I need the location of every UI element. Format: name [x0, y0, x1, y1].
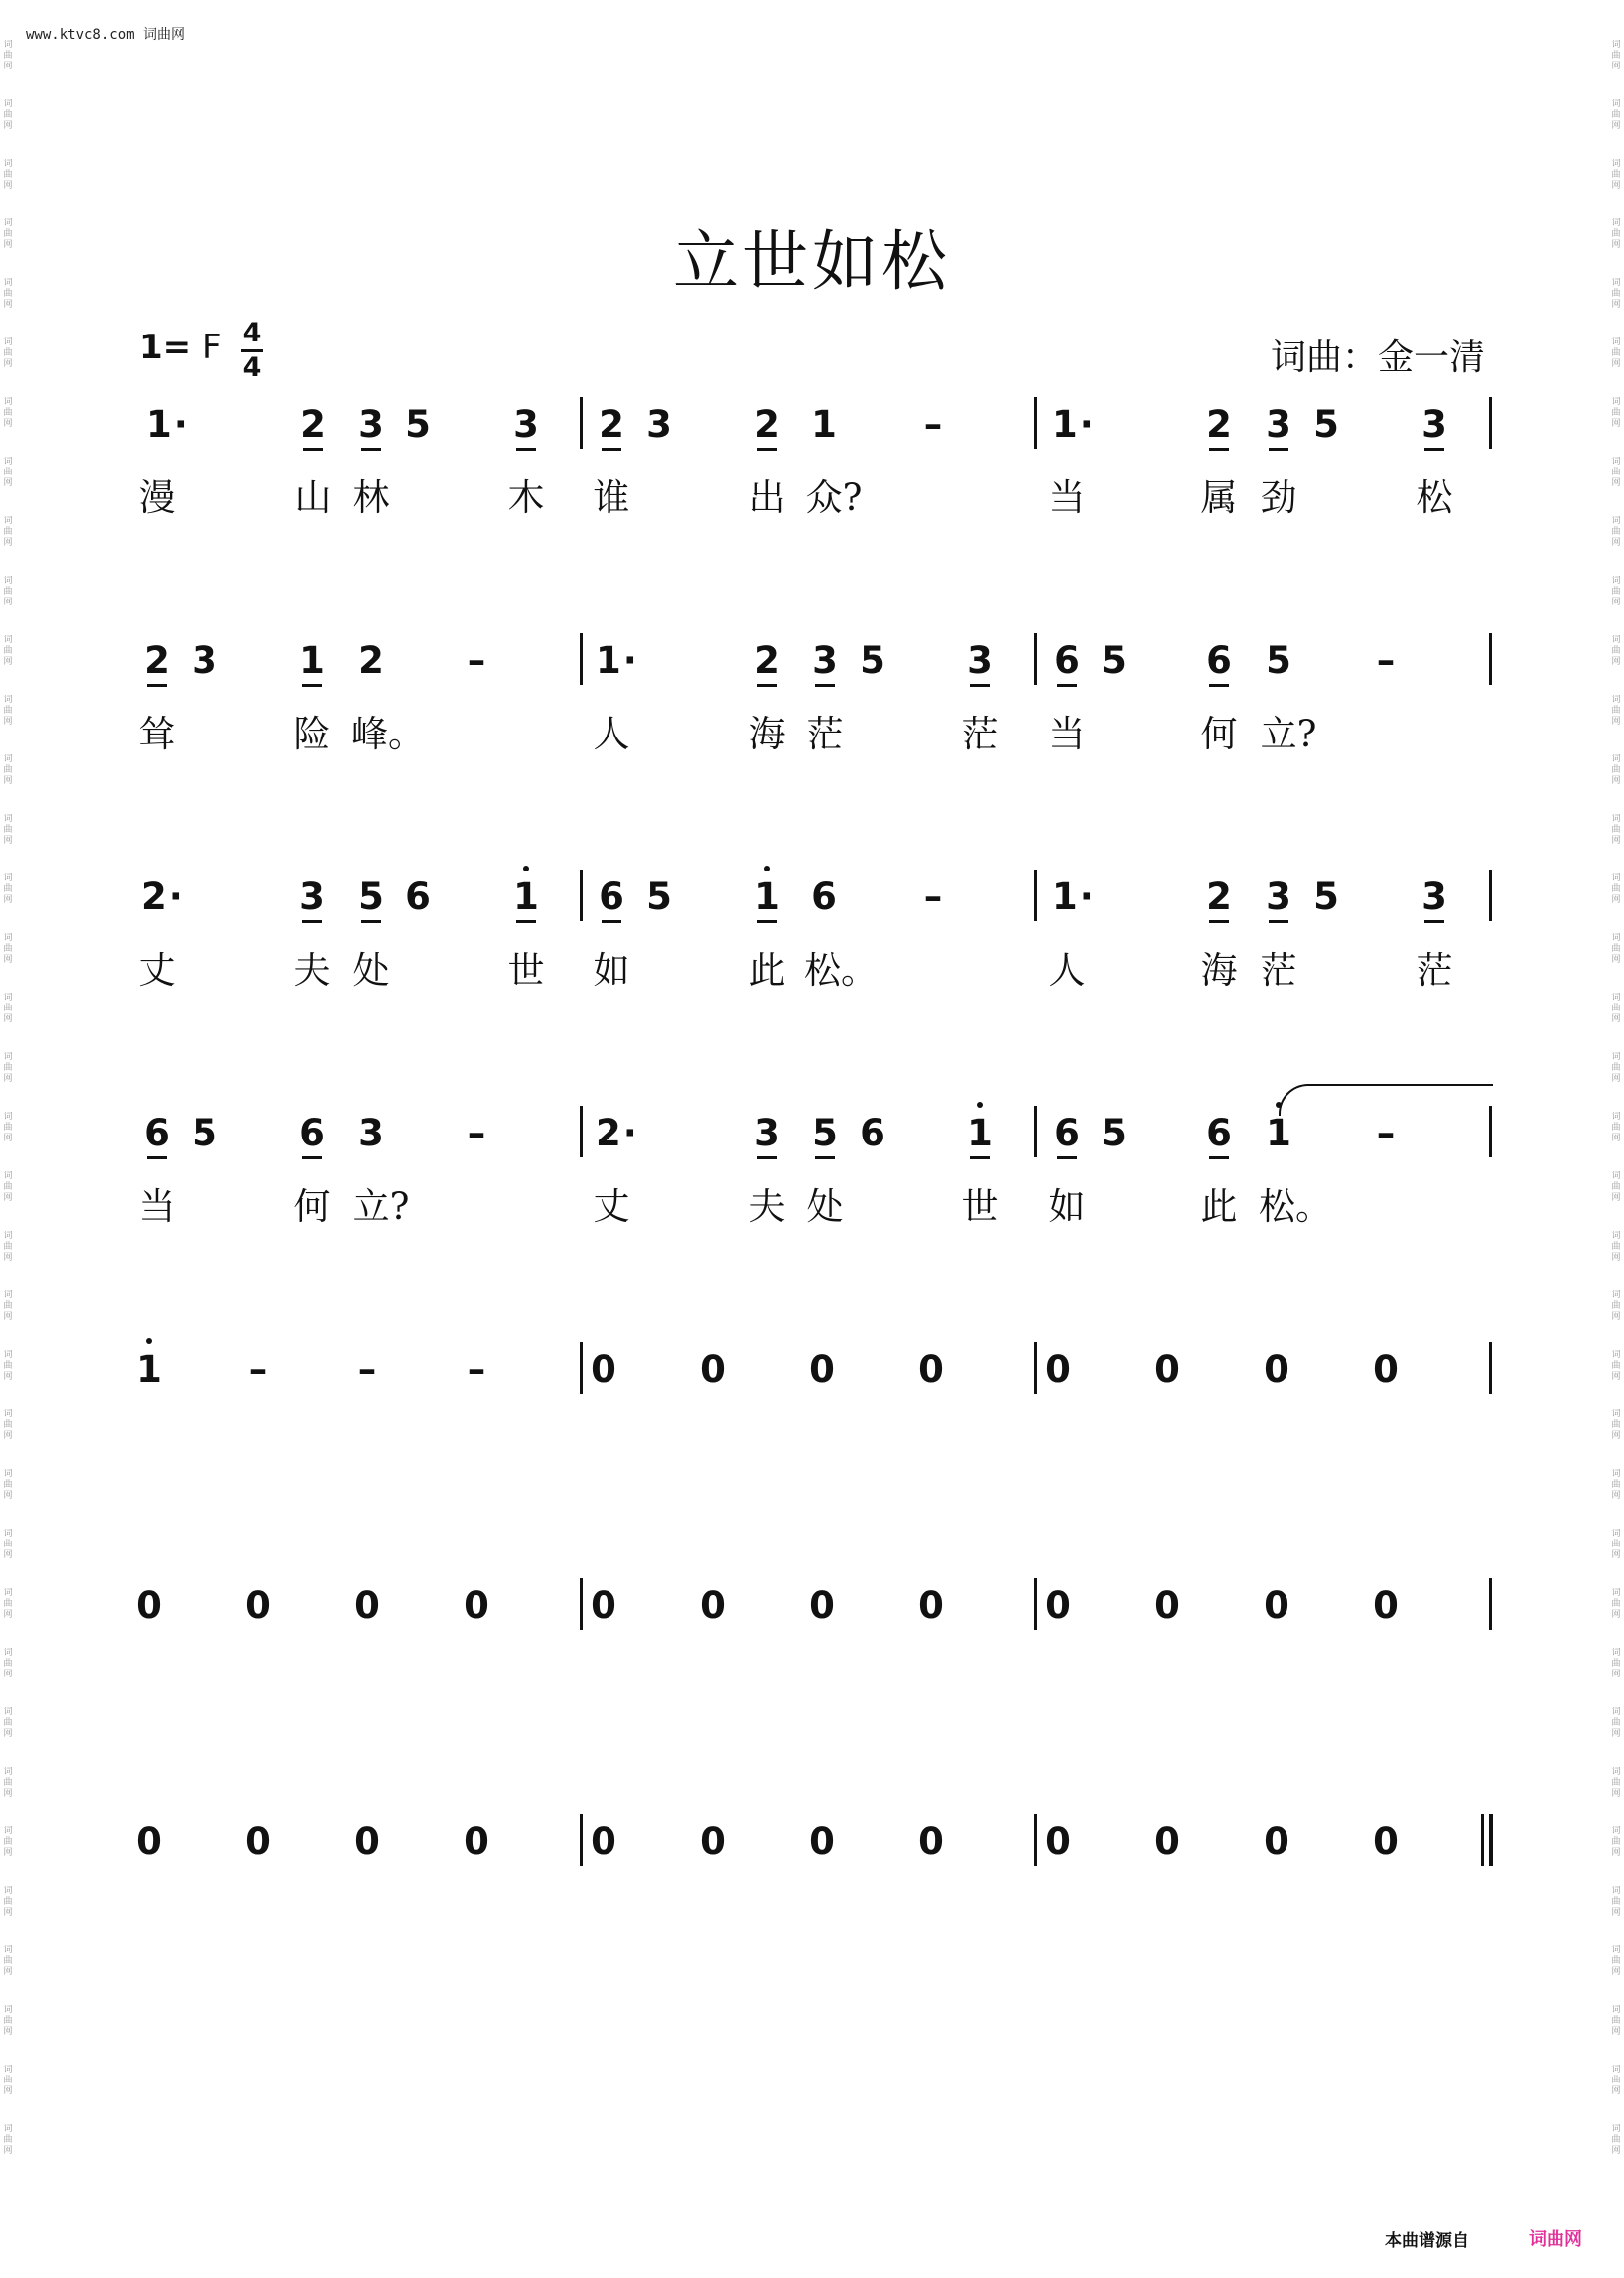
lyric-syllable: 当: [138, 1185, 176, 1228]
lyric-syllable: 出: [748, 476, 786, 519]
note-dash: –: [467, 1112, 486, 1154]
note-dash: –: [467, 639, 486, 682]
watermark-text: 词 曲 网: [3, 1707, 13, 1739]
barline: [1034, 1106, 1037, 1157]
lyric-syllable: 松。: [1259, 1185, 1332, 1228]
note-5: 5: [646, 875, 672, 918]
note-3: 3: [294, 877, 330, 917]
lyric-syllable: 茫: [961, 713, 999, 755]
lyric-syllable: 当: [1048, 713, 1086, 755]
note-rest: 0: [464, 1584, 489, 1627]
note-3: 3: [962, 641, 998, 681]
note-rest: 0: [1154, 1820, 1180, 1863]
lyric-syllable: 茫: [1260, 949, 1297, 992]
watermark-text: 词 曲 网: [3, 933, 13, 965]
note-1: 1: [811, 403, 837, 446]
watermark-text: 词 曲 网: [3, 99, 13, 131]
note-rest: 0: [136, 1584, 162, 1627]
note-2: 2: [1201, 405, 1237, 445]
lyric-syllable: 茫: [806, 713, 844, 755]
lyric-syllable: 立?: [1260, 713, 1317, 755]
watermark-text: 词 曲 网: [1611, 1409, 1621, 1441]
note-6: 6: [1049, 641, 1085, 681]
note-6: 6: [860, 1112, 885, 1154]
note-2: 2·: [141, 875, 183, 918]
watermark-text: 词 曲 网: [3, 1588, 13, 1620]
watermark-text: 词 曲 网: [1611, 99, 1621, 131]
note-3: 3: [807, 641, 843, 681]
note-5: 5: [860, 639, 885, 682]
watermark-text: 词 曲 网: [1611, 695, 1621, 727]
watermark-text: 词 曲 网: [3, 993, 13, 1024]
lyric-syllable: 属: [1200, 476, 1238, 519]
note-3: 3: [1417, 877, 1452, 917]
barline: [1034, 397, 1037, 449]
barline: [580, 1342, 583, 1394]
note-rest: 0: [1373, 1820, 1399, 1863]
note-1: 1·: [1052, 875, 1094, 918]
watermark-text: 词 曲 网: [3, 1767, 13, 1799]
key-name: F: [203, 328, 222, 367]
note-rest: 0: [809, 1348, 835, 1391]
watermark-text: 词 曲 网: [1611, 1767, 1621, 1799]
note-dash: –: [357, 1348, 377, 1391]
watermark-text: 词 曲 网: [1611, 457, 1621, 488]
watermark-text: 词 曲 网: [1611, 1350, 1621, 1382]
watermark-text: 词 曲 网: [3, 1171, 13, 1203]
lyric-syllable: 如: [593, 949, 630, 992]
note-5: 5: [1101, 1112, 1127, 1154]
watermark-text: 词 曲 网: [3, 1290, 13, 1322]
note-1: 1·: [146, 403, 188, 446]
watermark-text: 词 曲 网: [3, 635, 13, 667]
watermark-text: 词 曲 网: [3, 2065, 13, 2096]
note-dash: –: [1376, 1112, 1396, 1154]
barline: [580, 1106, 583, 1157]
note-6: 6: [811, 875, 837, 918]
watermark-text: 词 曲 网: [3, 218, 13, 250]
lyric-syllable: 立?: [352, 1185, 410, 1228]
note-1: 1·: [1052, 403, 1094, 446]
watermark-text: 词 曲 网: [3, 159, 13, 191]
note-rest: 0: [1264, 1584, 1289, 1627]
watermark-text: 词 曲 网: [3, 814, 13, 846]
watermark-text: 词 曲 网: [1611, 2065, 1621, 2096]
lyric-syllable: 劲: [1260, 476, 1297, 519]
note-dash: –: [923, 403, 943, 446]
barline: [1489, 633, 1492, 685]
final-barline: [1489, 1814, 1493, 1866]
watermark-text: 词 曲 网: [3, 337, 13, 369]
key-signature: [139, 328, 222, 367]
watermark-text: 词 曲 网: [3, 1529, 13, 1560]
note-rest: 0: [136, 1820, 162, 1863]
note-2: 2·: [596, 1112, 637, 1154]
note-6: 6: [139, 1114, 175, 1153]
lyric-syllable: 众?: [805, 476, 863, 519]
note-3: 3: [749, 1114, 785, 1153]
octave-dot: [523, 866, 529, 871]
watermark-text: 词 曲 网: [1611, 993, 1621, 1024]
lyric-syllable: 海: [1200, 949, 1238, 992]
lyric-syllable: 世: [961, 1185, 999, 1228]
site-url[interactable]: www.ktvc8.com 词曲网: [26, 27, 186, 43]
barline: [1034, 1578, 1037, 1630]
watermark-text: 词 曲 网: [1611, 933, 1621, 965]
watermark-text: 词 曲 网: [1611, 1588, 1621, 1620]
note-rest: 0: [591, 1584, 616, 1627]
note-2: 2: [139, 641, 175, 681]
note-5: 5: [405, 403, 431, 446]
augmentation-dot: ·: [1079, 875, 1094, 918]
watermark-text: 词 曲 网: [3, 40, 13, 71]
time-signature: [241, 320, 263, 382]
note-rest: 0: [1264, 1820, 1289, 1863]
note-rest: 0: [700, 1820, 726, 1863]
note-3: 3: [1261, 877, 1296, 917]
watermark-text: 词 曲 网: [1611, 1290, 1621, 1322]
note-6: 6: [1049, 1114, 1085, 1153]
note-2: 2: [749, 641, 785, 681]
footer-source-label: 本曲谱源自: [1385, 2231, 1469, 2251]
watermark-text: 词 曲 网: [1611, 1171, 1621, 1203]
note-5: 5: [192, 1112, 217, 1154]
barline: [580, 870, 583, 921]
watermark-text: 词 曲 网: [1611, 159, 1621, 191]
watermark-text: 词 曲 网: [1611, 1886, 1621, 1918]
note-rest: 0: [918, 1584, 944, 1627]
note-6: 6: [594, 877, 629, 917]
watermark-text: 词 曲 网: [1611, 1648, 1621, 1679]
watermark-column-right: [1608, 40, 1624, 2184]
lyric-syllable: 何: [1200, 713, 1238, 755]
watermark-text: 词 曲 网: [1611, 1826, 1621, 1858]
note-1: 1: [294, 641, 330, 681]
barline: [1034, 633, 1037, 685]
lyric-syllable: 此: [1200, 1185, 1238, 1228]
barline: [580, 397, 583, 449]
note-rest: 0: [809, 1584, 835, 1627]
note-5: 5: [1101, 639, 1127, 682]
note-6: 6: [405, 875, 431, 918]
watermark-text: 词 曲 网: [3, 516, 13, 548]
watermark-text: 词 曲 网: [1611, 1707, 1621, 1739]
lyric-syllable: 松: [1416, 476, 1453, 519]
watermark-text: 词 曲 网: [3, 1231, 13, 1263]
watermark-text: 词 曲 网: [3, 1886, 13, 1918]
note-1: 1: [962, 1114, 998, 1153]
note-rest: 0: [1045, 1584, 1071, 1627]
note-6: 6: [294, 1114, 330, 1153]
note-3: 3: [646, 403, 672, 446]
note-1: 1: [131, 1350, 167, 1390]
slur-tie: [1279, 1084, 1493, 1116]
watermark-text: 词 曲 网: [3, 2005, 13, 2037]
watermark-text: 词 曲 网: [1611, 2124, 1621, 2156]
lyric-syllable: 险: [293, 713, 331, 755]
note-1: 1·: [596, 639, 637, 682]
lyric-syllable: 人: [1048, 949, 1086, 992]
note-rest: 0: [809, 1820, 835, 1863]
octave-dot: [146, 1338, 152, 1344]
lyric-syllable: 木: [507, 476, 545, 519]
watermark-text: 词 曲 网: [1611, 635, 1621, 667]
note-3: 3: [508, 405, 544, 445]
barline: [580, 633, 583, 685]
note-2: 2: [749, 405, 785, 445]
watermark-text: 词 曲 网: [1611, 814, 1621, 846]
lyric-syllable: 茫: [1416, 949, 1453, 992]
note-dash: –: [923, 875, 943, 918]
barline: [1034, 1342, 1037, 1394]
augmentation-dot: ·: [173, 403, 188, 446]
watermark-text: 词 曲 网: [1611, 754, 1621, 786]
note-rest: 0: [354, 1820, 380, 1863]
note-3: 3: [192, 639, 217, 682]
note-2: 2: [594, 405, 629, 445]
watermark-text: 词 曲 网: [3, 1409, 13, 1441]
watermark-text: 词 曲 网: [1611, 1112, 1621, 1143]
lyric-syllable: 夫: [748, 1185, 786, 1228]
note-3: 3: [1261, 405, 1296, 445]
note-dash: –: [1376, 639, 1396, 682]
lyric-syllable: 此: [748, 949, 786, 992]
note-6: 6: [1201, 1114, 1237, 1153]
watermark-text: 词 曲 网: [1611, 397, 1621, 429]
note-rest: 0: [1373, 1348, 1399, 1391]
time-signature-top: 4: [242, 318, 262, 348]
note-rest: 0: [464, 1820, 489, 1863]
note-rest: 0: [1154, 1584, 1180, 1627]
watermark-text: 词 曲 网: [1611, 218, 1621, 250]
octave-dot: [764, 866, 770, 871]
lyric-syllable: 山: [294, 476, 332, 519]
watermark-text: 词 曲 网: [3, 1469, 13, 1501]
note-rest: 0: [591, 1348, 616, 1391]
note-rest: 0: [245, 1584, 271, 1627]
watermark-text: 词 曲 网: [3, 397, 13, 429]
key-prefix: 1: [139, 328, 163, 367]
lyric-syllable: 如: [1048, 1185, 1086, 1228]
watermark-text: 词 曲 网: [3, 457, 13, 488]
watermark-text: 词 曲 网: [3, 1945, 13, 1977]
watermark-text: 词 曲 网: [1611, 576, 1621, 607]
lyric-syllable: 人: [593, 713, 630, 755]
lyric-syllable: 谁: [593, 476, 630, 519]
watermark-text: 词 曲 网: [3, 873, 13, 905]
lyric-syllable: 夫: [293, 949, 331, 992]
barline: [1034, 870, 1037, 921]
note-rest: 0: [1373, 1584, 1399, 1627]
barline: [580, 1578, 583, 1630]
watermark-text: 词 曲 网: [1611, 1529, 1621, 1560]
lyric-syllable: 何: [293, 1185, 331, 1228]
watermark-text: 词 曲 网: [3, 754, 13, 786]
key-equals: =: [162, 328, 203, 367]
note-1: 1: [1261, 1114, 1296, 1153]
note-5: 5: [1313, 875, 1339, 918]
barline: [1489, 397, 1492, 449]
lyric-syllable: 丈: [138, 949, 176, 992]
watermark-text: 词 曲 网: [3, 2124, 13, 2156]
song-title: 立世如松: [673, 223, 951, 300]
note-5: 5: [1313, 403, 1339, 446]
barline: [1489, 870, 1492, 921]
augmentation-dot: ·: [1079, 403, 1094, 446]
watermark-text: 词 曲 网: [3, 1826, 13, 1858]
barline: [580, 1814, 583, 1866]
lyric-syllable: 林: [352, 476, 390, 519]
lyric-syllable: 耸: [138, 713, 176, 755]
lyric-syllable: 当: [1048, 476, 1086, 519]
watermark-text: 词 曲 网: [3, 576, 13, 607]
watermark-text: 词 曲 网: [1611, 1469, 1621, 1501]
note-dash: –: [248, 1348, 268, 1391]
note-rest: 0: [354, 1584, 380, 1627]
note-6: 6: [1201, 641, 1237, 681]
watermark-text: 词 曲 网: [1611, 1231, 1621, 1263]
lyric-syllable: 海: [748, 713, 786, 755]
lyric-syllable: 松。: [804, 949, 878, 992]
note-3: 3: [358, 1112, 384, 1154]
note-5: 5: [1266, 639, 1291, 682]
note-rest: 0: [1154, 1348, 1180, 1391]
watermark-text: 词 曲 网: [1611, 40, 1621, 71]
note-rest: 0: [245, 1820, 271, 1863]
time-signature-bottom: 4: [242, 352, 262, 383]
watermark-text: 词 曲 网: [3, 1112, 13, 1143]
watermark-text: 词 曲 网: [3, 695, 13, 727]
barline: [1489, 1342, 1492, 1394]
watermark-text: 词 曲 网: [1611, 278, 1621, 310]
lyric-syllable: 峰。: [351, 713, 425, 755]
note-1: 1: [508, 877, 544, 917]
watermark-text: 词 曲 网: [3, 1350, 13, 1382]
lyric-syllable: 世: [507, 949, 545, 992]
lyric-syllable: 丈: [593, 1185, 630, 1228]
note-rest: 0: [918, 1348, 944, 1391]
note-rest: 0: [700, 1348, 726, 1391]
note-rest: 0: [700, 1584, 726, 1627]
credits: 词曲：金一清: [1270, 337, 1485, 378]
watermark-text: 词 曲 网: [1611, 873, 1621, 905]
watermark-text: 词 曲 网: [1611, 337, 1621, 369]
augmentation-dot: ·: [168, 875, 183, 918]
note-2: 2: [1201, 877, 1237, 917]
note-rest: 0: [1045, 1348, 1071, 1391]
note-2: 2: [358, 639, 384, 682]
note-2: 2: [295, 405, 331, 445]
watermark-text: 词 曲 网: [1611, 2005, 1621, 2037]
watermark-text: 词 曲 网: [1611, 1945, 1621, 1977]
note-rest: 0: [591, 1820, 616, 1863]
footer-logo[interactable]: 词曲网: [1529, 2229, 1582, 2250]
watermark-text: 词 曲 网: [3, 278, 13, 310]
note-rest: 0: [918, 1820, 944, 1863]
lyric-syllable: 漫: [138, 476, 176, 519]
note-5: 5: [353, 877, 389, 917]
note-dash: –: [467, 1348, 486, 1391]
barline: [1489, 1578, 1492, 1630]
octave-dot: [977, 1102, 983, 1108]
note-rest: 0: [1264, 1348, 1289, 1391]
watermark-text: 词 曲 网: [1611, 1052, 1621, 1084]
augmentation-dot: ·: [622, 1112, 637, 1154]
note-3: 3: [353, 405, 389, 445]
barline: [1034, 1814, 1037, 1866]
augmentation-dot: ·: [622, 639, 637, 682]
note-1: 1: [749, 877, 785, 917]
note-3: 3: [1417, 405, 1452, 445]
watermark-column-left: [0, 40, 16, 2184]
note-5: 5: [807, 1114, 843, 1153]
lyric-syllable: 处: [806, 1185, 844, 1228]
watermark-text: 词 曲 网: [1611, 516, 1621, 548]
note-rest: 0: [1045, 1820, 1071, 1863]
watermark-text: 词 曲 网: [3, 1052, 13, 1084]
lyric-syllable: 处: [352, 949, 390, 992]
watermark-text: 词 曲 网: [3, 1648, 13, 1679]
